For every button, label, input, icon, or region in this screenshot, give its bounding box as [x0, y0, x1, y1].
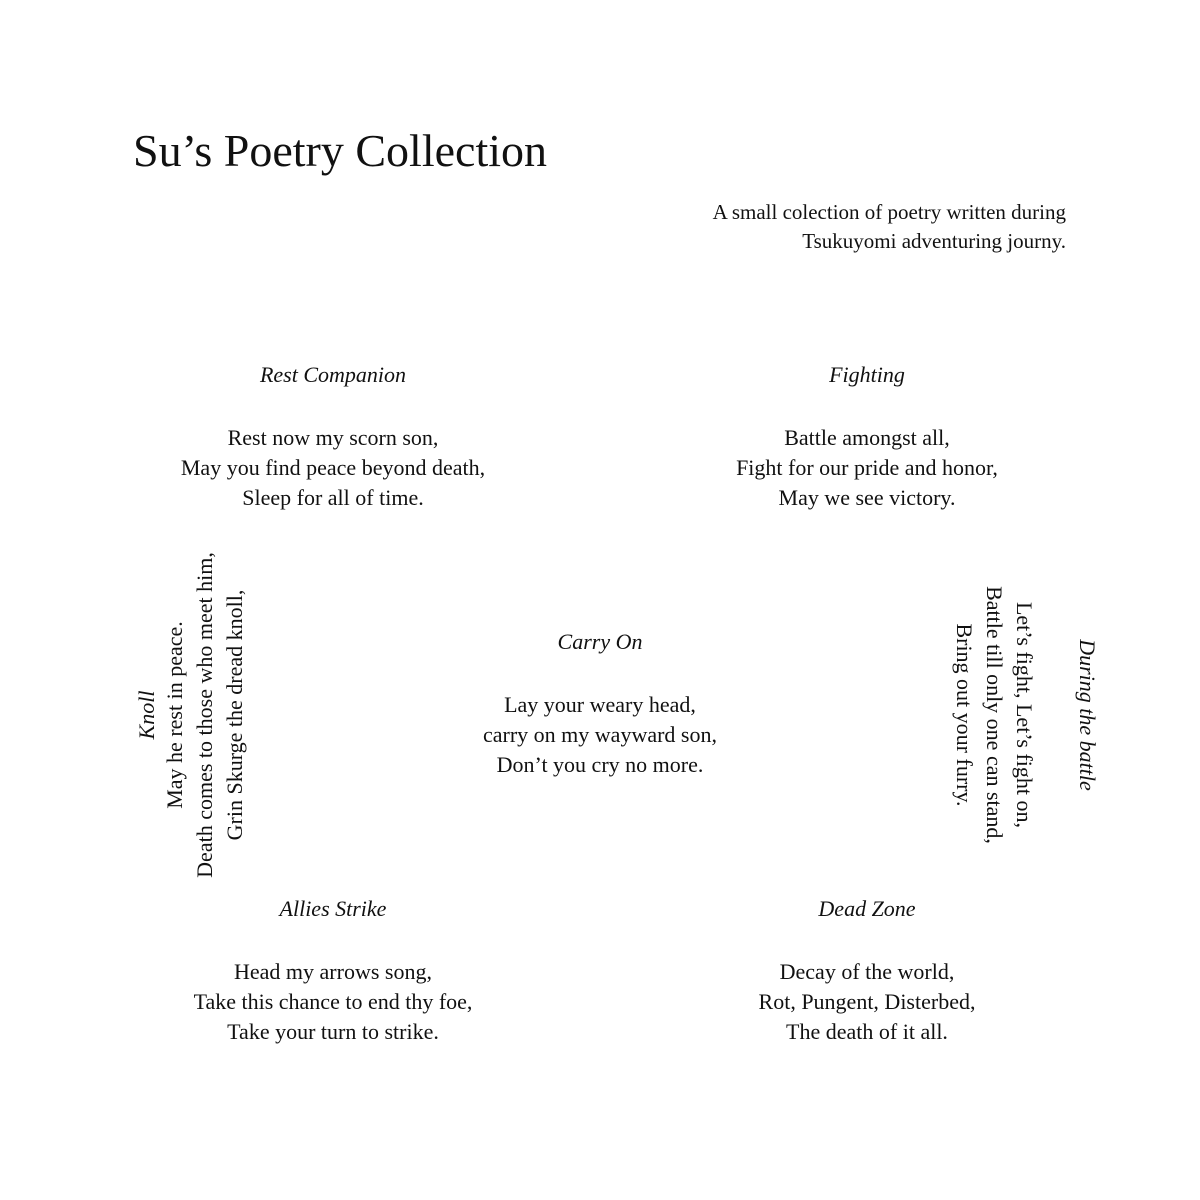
- poem-knoll: [90, 505, 250, 925]
- poem-dead-zone: [627, 896, 1107, 1047]
- poem-line: Head my arrows song,: [234, 959, 432, 984]
- poem-title: Knoll: [134, 690, 159, 740]
- poem-line: Fight for our pride and honor,: [736, 455, 998, 480]
- poem-line: Bring out your furry.: [952, 623, 977, 807]
- poem-title: Dead Zone: [818, 896, 916, 921]
- poem-during-the-battle: [940, 505, 1100, 925]
- poem-line: May he rest in peace.: [162, 621, 187, 809]
- poem-title: Allies Strike: [279, 896, 387, 921]
- poem-fighting: [627, 362, 1107, 513]
- subtitle-line: Tsukuyomi adventuring journy.: [802, 229, 1066, 253]
- poem-rest-companion: [93, 362, 573, 513]
- poem-allies-strike: [93, 896, 573, 1047]
- poem-title: Fighting: [829, 362, 905, 387]
- poem-title: Rest Companion: [259, 362, 407, 387]
- poem-carry-on: [360, 629, 840, 780]
- poem-line: Don’t you cry no more.: [496, 752, 704, 777]
- poem-line: The death of it all.: [786, 1019, 948, 1044]
- page-subtitle: [713, 198, 1066, 256]
- subtitle-line: A small colection of poetry written during: [712, 200, 1066, 224]
- poem-line: Rot, Pungent, Disterbed,: [758, 989, 976, 1014]
- poem-line: May we see victory.: [778, 485, 956, 510]
- page-title: Su’s Poetry Collection: [133, 125, 547, 176]
- poem-line: Sleep for all of time.: [242, 485, 424, 510]
- poem-title: During the battle: [1075, 639, 1100, 791]
- poem-line: Lay your weary head,: [504, 692, 696, 717]
- poem-line: carry on my wayward son,: [483, 722, 717, 747]
- poem-line: Battle till only one can stand,: [982, 586, 1007, 844]
- poem-line: Death comes to those who meet him,: [192, 552, 217, 878]
- poem-line: May you find peace beyond death,: [180, 455, 486, 480]
- poem-line: Battle amongst all,: [784, 425, 950, 450]
- poem-line: Let’s fight, Let’s fight on,: [1012, 601, 1037, 829]
- poem-line: Grin Skurge the dread knoll,: [222, 589, 247, 841]
- poem-line: Take this chance to end thy foe,: [193, 989, 473, 1014]
- poem-line: Decay of the world,: [779, 959, 955, 984]
- poem-line: Take your turn to strike.: [227, 1019, 439, 1044]
- poem-title: Carry On: [557, 629, 643, 654]
- poem-line: Rest now my scorn son,: [227, 425, 439, 450]
